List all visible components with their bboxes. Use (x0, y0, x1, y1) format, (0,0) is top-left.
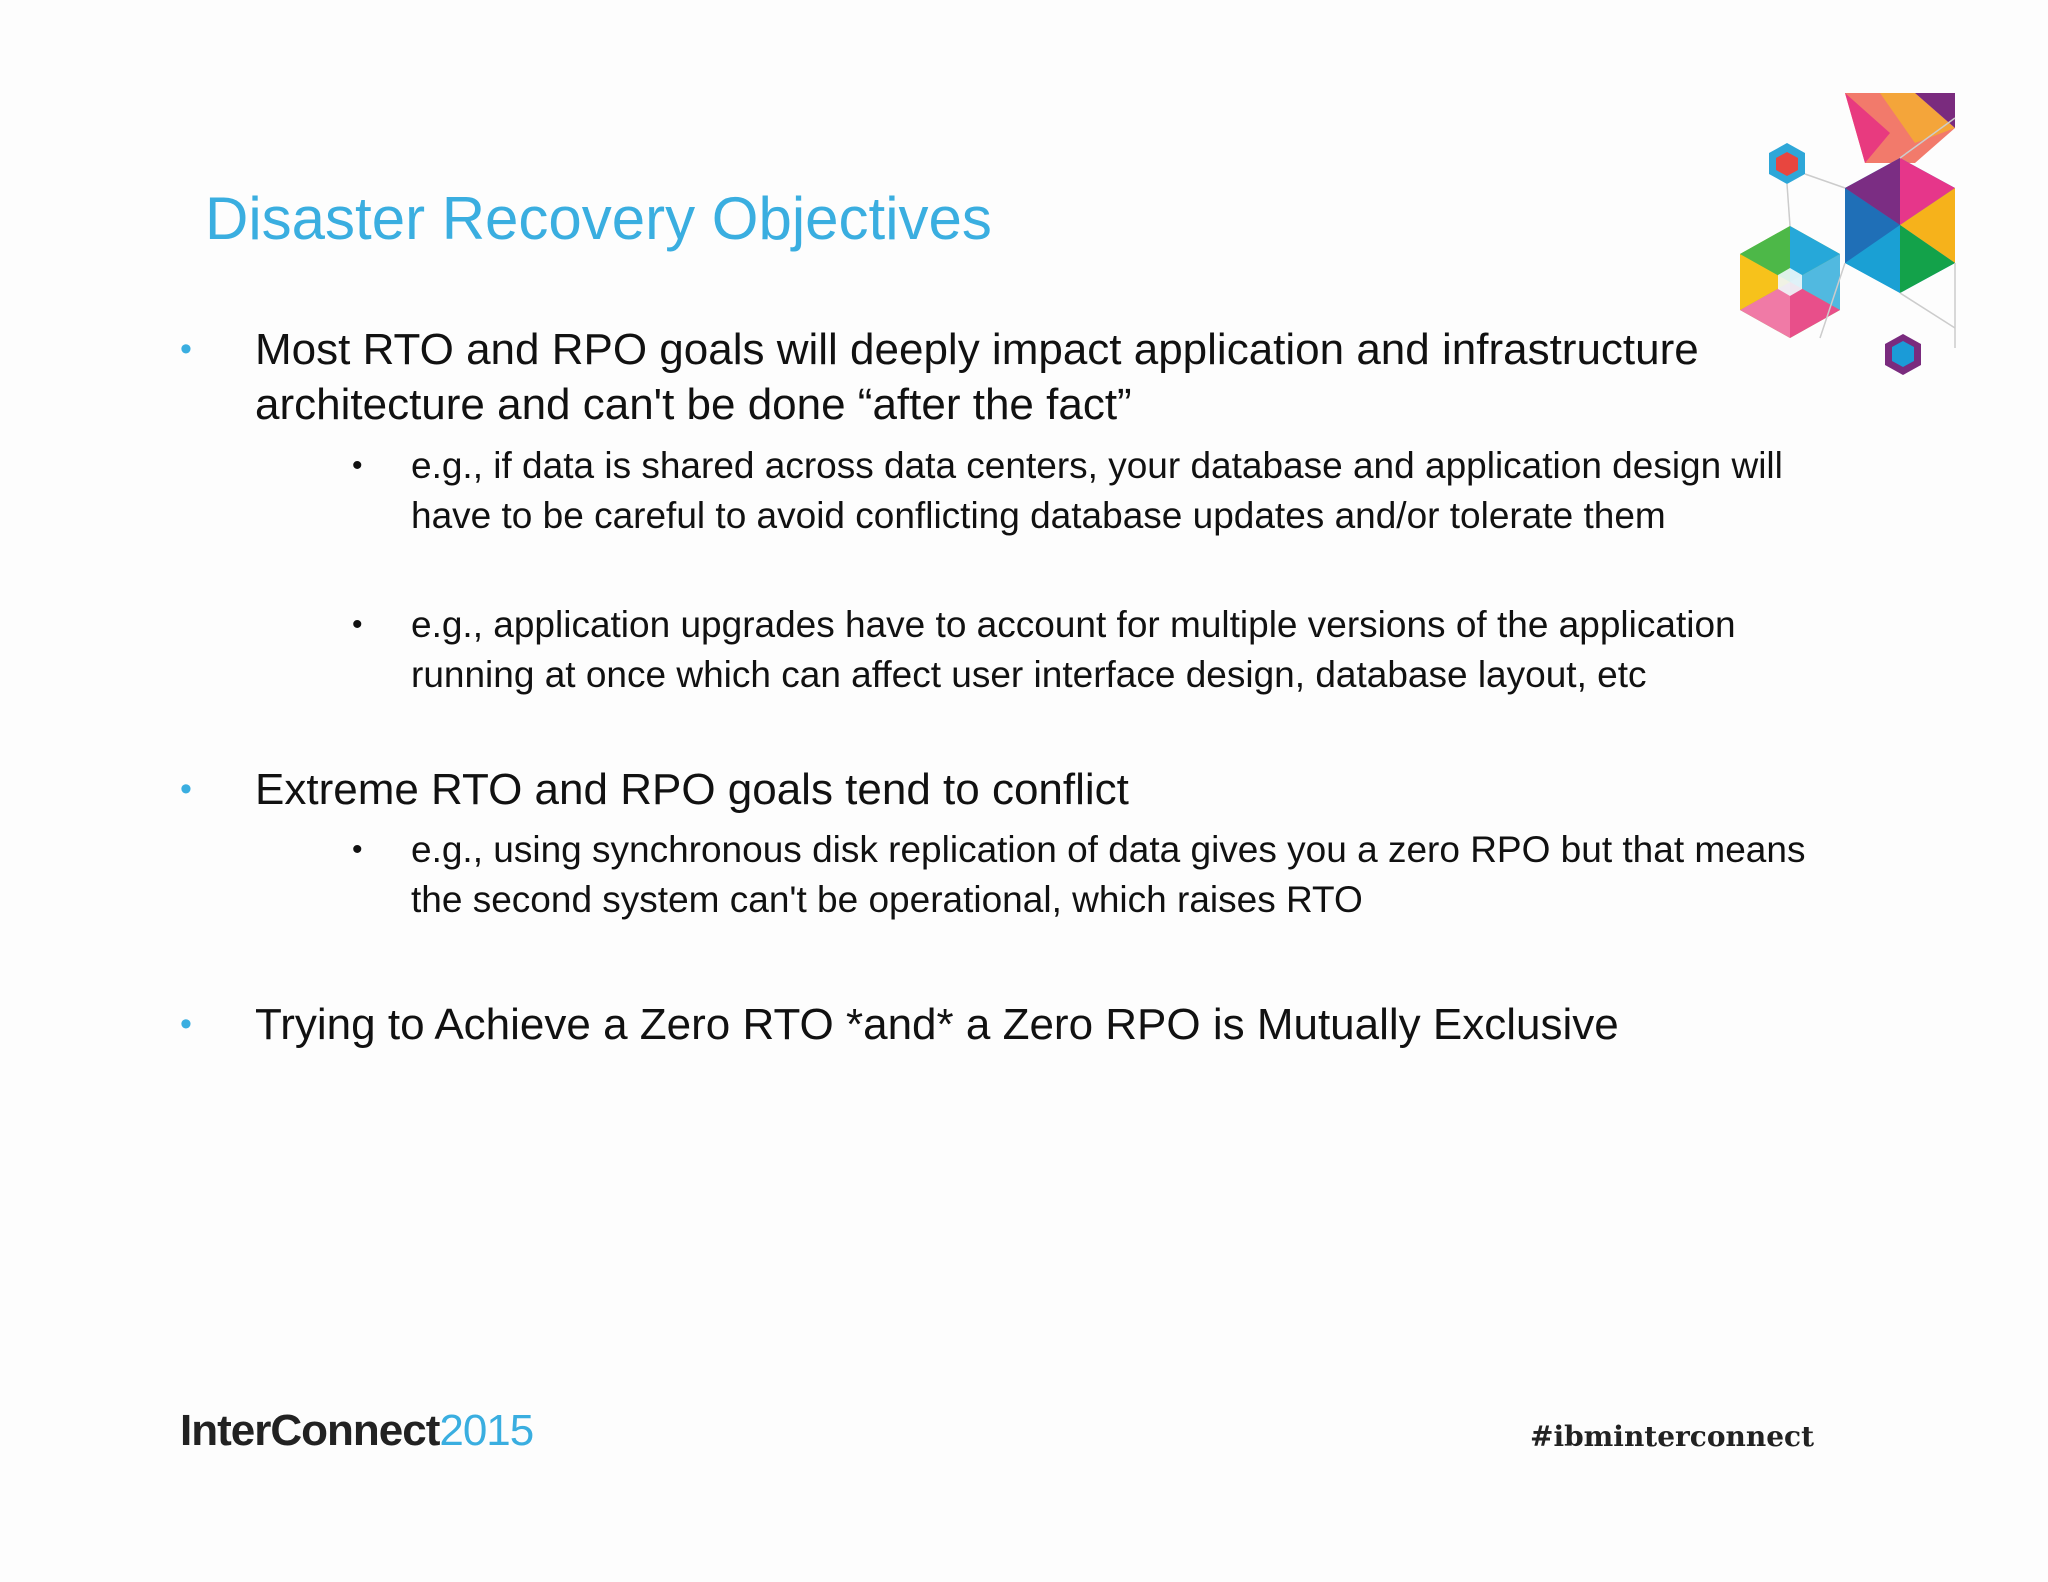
interconnect-logo (180, 1405, 533, 1457)
bullet-dot: • (180, 330, 192, 368)
bullet-text: Extreme RTO and RPO goals tend to conflict (255, 765, 1129, 814)
slide-title: Disaster Recovery Objectives (205, 185, 992, 252)
bullet-dot: • (180, 1005, 192, 1043)
sub-bullet-dot: • (352, 833, 363, 866)
logo-year: 2015 (439, 1406, 534, 1455)
logo-brand: InterConnect (180, 1406, 440, 1455)
sub-bullet-text: e.g., application upgrades have to account for multiple versions of the application running at once which can affect user interface design, database layout, etc (411, 604, 1736, 695)
bullet-text: Trying to Achieve a Zero RTO *and* a Zero RPO is Mutually Exclusive (255, 1000, 1619, 1049)
sub-bullet-text: e.g., using synchronous disk replication of data gives you a zero RPO but that means the second system can't be operational, which raises RTO (411, 829, 1806, 920)
hexagon-center (1845, 158, 1955, 293)
sub-bullet-dot: • (352, 449, 363, 482)
hexagon-blue-small (1885, 334, 1921, 375)
hexagon-top (1845, 93, 1955, 163)
hexagon-red-small (1769, 143, 1805, 184)
hashtag: #ibminterconnect (1530, 1420, 1815, 1453)
sub-bullet-dot: • (352, 608, 363, 641)
bullet-dot: • (180, 770, 192, 808)
bullet-text: Most RTO and RPO goals will deeply impact application and infrastructure architecture and can't be done “after the fact” (255, 325, 1699, 429)
sub-bullet-text: e.g., if data is shared across data centers, your database and application design will have to be careful to avoid conflicting database updates and/or tolerate them (411, 445, 1783, 536)
